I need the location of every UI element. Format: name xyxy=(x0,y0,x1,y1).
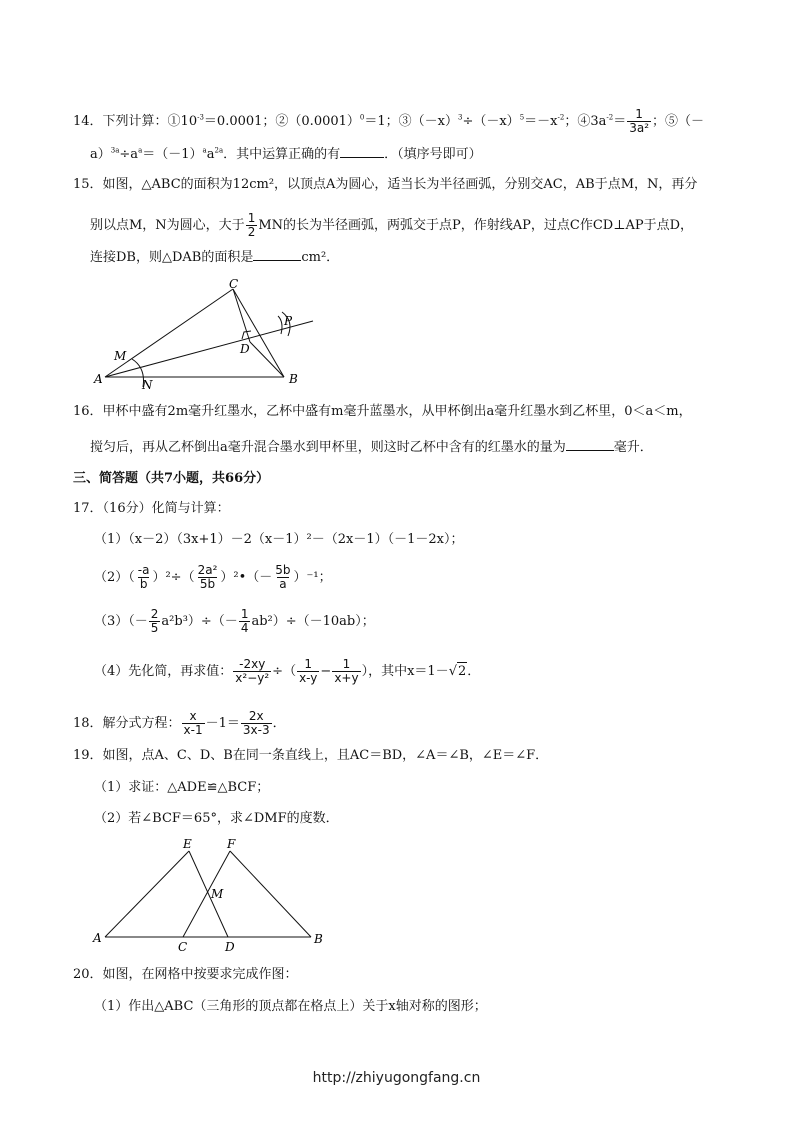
q17-part-3: （3）（－ $\frac{2}{5}$ a²b³）÷（－ $\frac{1}{4}$ ab²）÷（－10ab）； xyxy=(94,607,375,635)
q20-part-1: （1）作出△ABC（三角形的顶点都在格点上）关于x轴对称的图形； xyxy=(94,999,487,1014)
q17-part-1: （1）（x－2）（3x+1）－2（x－1）²－（2x－1）（－1－2x）； xyxy=(94,532,464,547)
q17-title: 17．（16分）化简与计算： xyxy=(73,501,230,516)
segment-cb xyxy=(233,289,284,377)
fig15-label-p: P xyxy=(284,314,293,328)
fig19-label-c: C xyxy=(178,940,188,954)
sqrt-sign: √ xyxy=(448,664,457,679)
footer-url: http://zhiyugongfang.cn xyxy=(312,1070,481,1086)
fig19-label-f: F xyxy=(227,837,236,851)
q20-line-1: 20．如图，在网格中按要求完成作图： xyxy=(73,967,298,982)
fig15-label-b: B xyxy=(289,372,298,386)
q19-figure xyxy=(88,835,338,955)
fig15-label-n: N xyxy=(142,378,153,392)
segment-ac xyxy=(105,289,233,377)
section-heading: 三、简答题（共7小题，共66分） xyxy=(73,471,270,486)
q16-line-1: 16．甲杯中盛有2m毫升红墨水，乙杯中盛有m毫升蓝墨水，从甲杯倒出a毫升红墨水到乙杯里，0＜a＜m， xyxy=(73,404,692,419)
q19-part-1: （1）求证：△ADE≌△BCF； xyxy=(94,780,270,795)
answer-blank-16 xyxy=(566,438,614,451)
q19-line-1: 19．如图，点A、C、D、B在同一条直线上，且AC＝BD，∠A＝∠B，∠E＝∠F． xyxy=(73,748,549,763)
answer-blank-14 xyxy=(340,145,384,158)
q14-line-1: 14．下列计算：$①10^{-3}=0.0001$；$②(0.0001)^0=1$；$③(-x)^3\div(-x)^5=-x^{-2}$；$④3a^{-2}=$ $\frac{1}{\text{3a²}}$ ；⑤（－ xyxy=(73,107,705,135)
fig19-label-b: B xyxy=(314,932,323,946)
segment-cd xyxy=(233,289,250,342)
q15-line-1: 15．如图，△ABC的面积为12cm²，以顶点A为圆心，适当长为半径画弧，分别交AC，AB于点M，N，再分 xyxy=(73,177,698,192)
segment-ae xyxy=(105,851,189,937)
arc-p-1 xyxy=(278,316,282,334)
q18-line: 18．解分式方程： $\frac{x}{x-1}$ －1＝ $\frac{2x}{3x-3}$ ． xyxy=(73,709,286,737)
q19-part-2: （2）若∠BCF＝65°，求∠DMF的度数． xyxy=(94,811,339,826)
q15-line-3: 连接DB，则△DAB的面积是 cm²． xyxy=(90,250,340,265)
fig15-label-m: M xyxy=(114,349,127,363)
fig19-label-d: D xyxy=(225,940,235,954)
q14-fraction: $\frac{1}{\text{3a²}}$ xyxy=(629,107,650,135)
fig15-label-a: A xyxy=(94,372,103,386)
fig15-label-c: C xyxy=(229,277,239,291)
fig19-label-m: M xyxy=(211,887,224,901)
q15-fraction: $\frac{1}{2}$ xyxy=(247,211,256,239)
fig19-label-e: E xyxy=(183,837,192,851)
q15-figure xyxy=(88,276,328,394)
q17-part-2: （2）（ $\frac{-a}{b}$ ）²÷（ $\frac{\text{2a²}}{5b}$ ）²•（－ $\frac{5b}{a}$ ）⁻¹； xyxy=(94,563,332,591)
segment-fb xyxy=(230,851,311,937)
q16-line-2: 搅匀后，再从乙杯倒出a毫升混合墨水到甲杯里，则这时乙杯中含有的红墨水的量为 毫升． xyxy=(90,440,653,455)
fig15-label-d: D xyxy=(240,342,250,356)
q15-line-2: 别以点M，N为圆心，大于 $\frac{1}{2}$ MN的长为半径画弧，两弧交于点P，作射线AP，过点C作CD⊥AP于点D， xyxy=(90,211,693,239)
fig19-label-a: A xyxy=(93,931,102,945)
q14-line-2: $a)^{3a}\div a^a=(-1)^aa^{2a}$．其中运算正确的有 ．（填序号即可） xyxy=(90,146,482,162)
q17-part-4: （4）先化简，再求值： $\frac{-2xy}{\text{x²−y²}}$ ÷（ $\frac{1}{x-y}$ − $\frac{1}{x+y}$ ），其中x＝1－√2． xyxy=(94,657,481,685)
answer-blank-15 xyxy=(253,248,301,261)
